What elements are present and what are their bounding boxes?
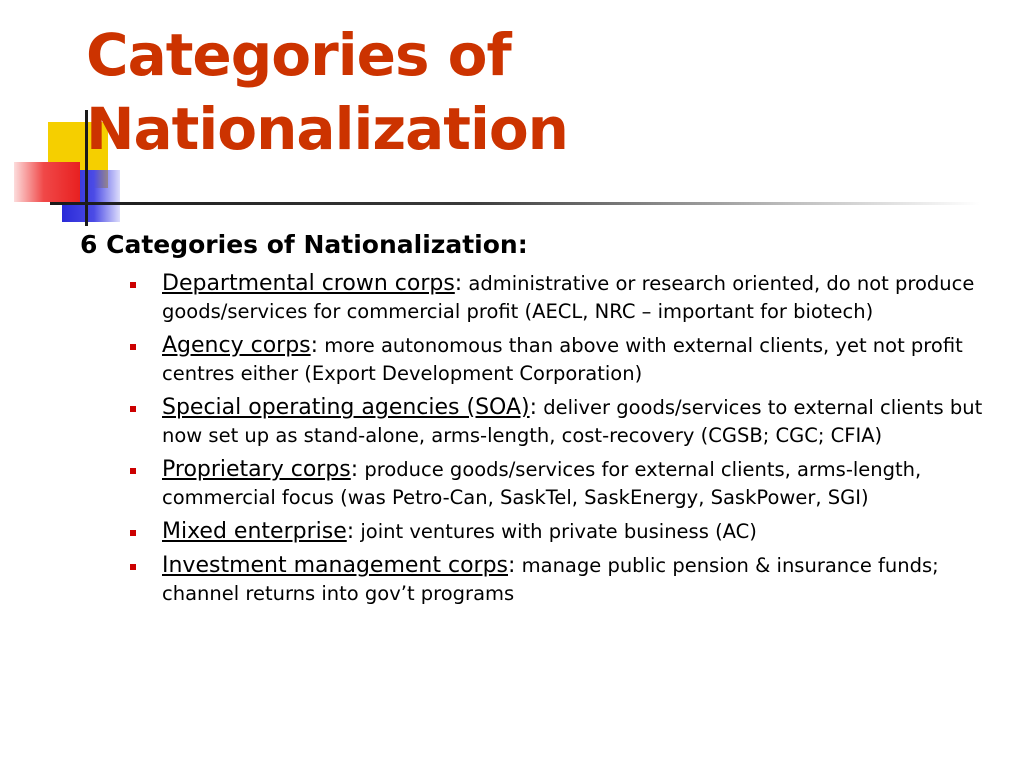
category-term: Departmental crown corps <box>162 271 455 296</box>
red-square-decoration <box>14 162 80 202</box>
list-item <box>130 332 1010 388</box>
list-item <box>130 270 1010 326</box>
category-description: administrative or research oriented, do not produce goods/services for commercial profit (AECL, NRC – important for biotech) <box>162 272 975 323</box>
category-term: Investment management corps <box>162 553 508 578</box>
category-description: manage public pension & insurance funds; channel returns into gov’t programs <box>162 554 939 605</box>
term-colon: : <box>508 553 516 578</box>
slide-title: Categories of Nationalization <box>86 21 568 163</box>
list-item <box>130 552 1010 608</box>
category-term: Agency corps <box>162 333 311 358</box>
list-item <box>130 394 1010 450</box>
bullet-icon <box>130 344 136 350</box>
horizontal-rule <box>50 202 980 205</box>
category-description: produce goods/services for external clients, arms-length, commercial focus (was Petro-Can, SaskTel, SaskEnergy, SaskPower, SGI) <box>162 458 922 509</box>
category-description: joint ventures with private business (AC) <box>354 520 757 543</box>
list-item <box>130 518 1010 546</box>
term-colon: : <box>346 519 355 544</box>
term-colon: : <box>454 271 463 296</box>
bullet-icon <box>130 282 136 288</box>
category-list <box>130 270 1010 614</box>
bullet-icon <box>130 406 136 412</box>
bullet-icon <box>130 530 136 536</box>
category-description: deliver goods/services to external clients but now set up as stand-alone, arms-length, cost-recovery (CGSB; CGC; CFIA) <box>162 396 983 447</box>
category-term: Special operating agencies (SOA) <box>162 395 530 420</box>
slide-heading: 6 Categories of Nationalization: <box>80 230 528 259</box>
bullet-icon <box>130 564 136 570</box>
list-item <box>130 456 1010 512</box>
term-colon: : <box>310 333 319 358</box>
category-term: Mixed enterprise <box>162 519 347 544</box>
term-colon: : <box>350 457 359 482</box>
bullet-icon <box>130 468 136 474</box>
category-description: more autonomous than above with external clients, yet not profit centres either (Export Development Corporation) <box>162 334 963 385</box>
category-term: Proprietary corps <box>162 457 351 482</box>
term-colon: : <box>529 395 538 420</box>
